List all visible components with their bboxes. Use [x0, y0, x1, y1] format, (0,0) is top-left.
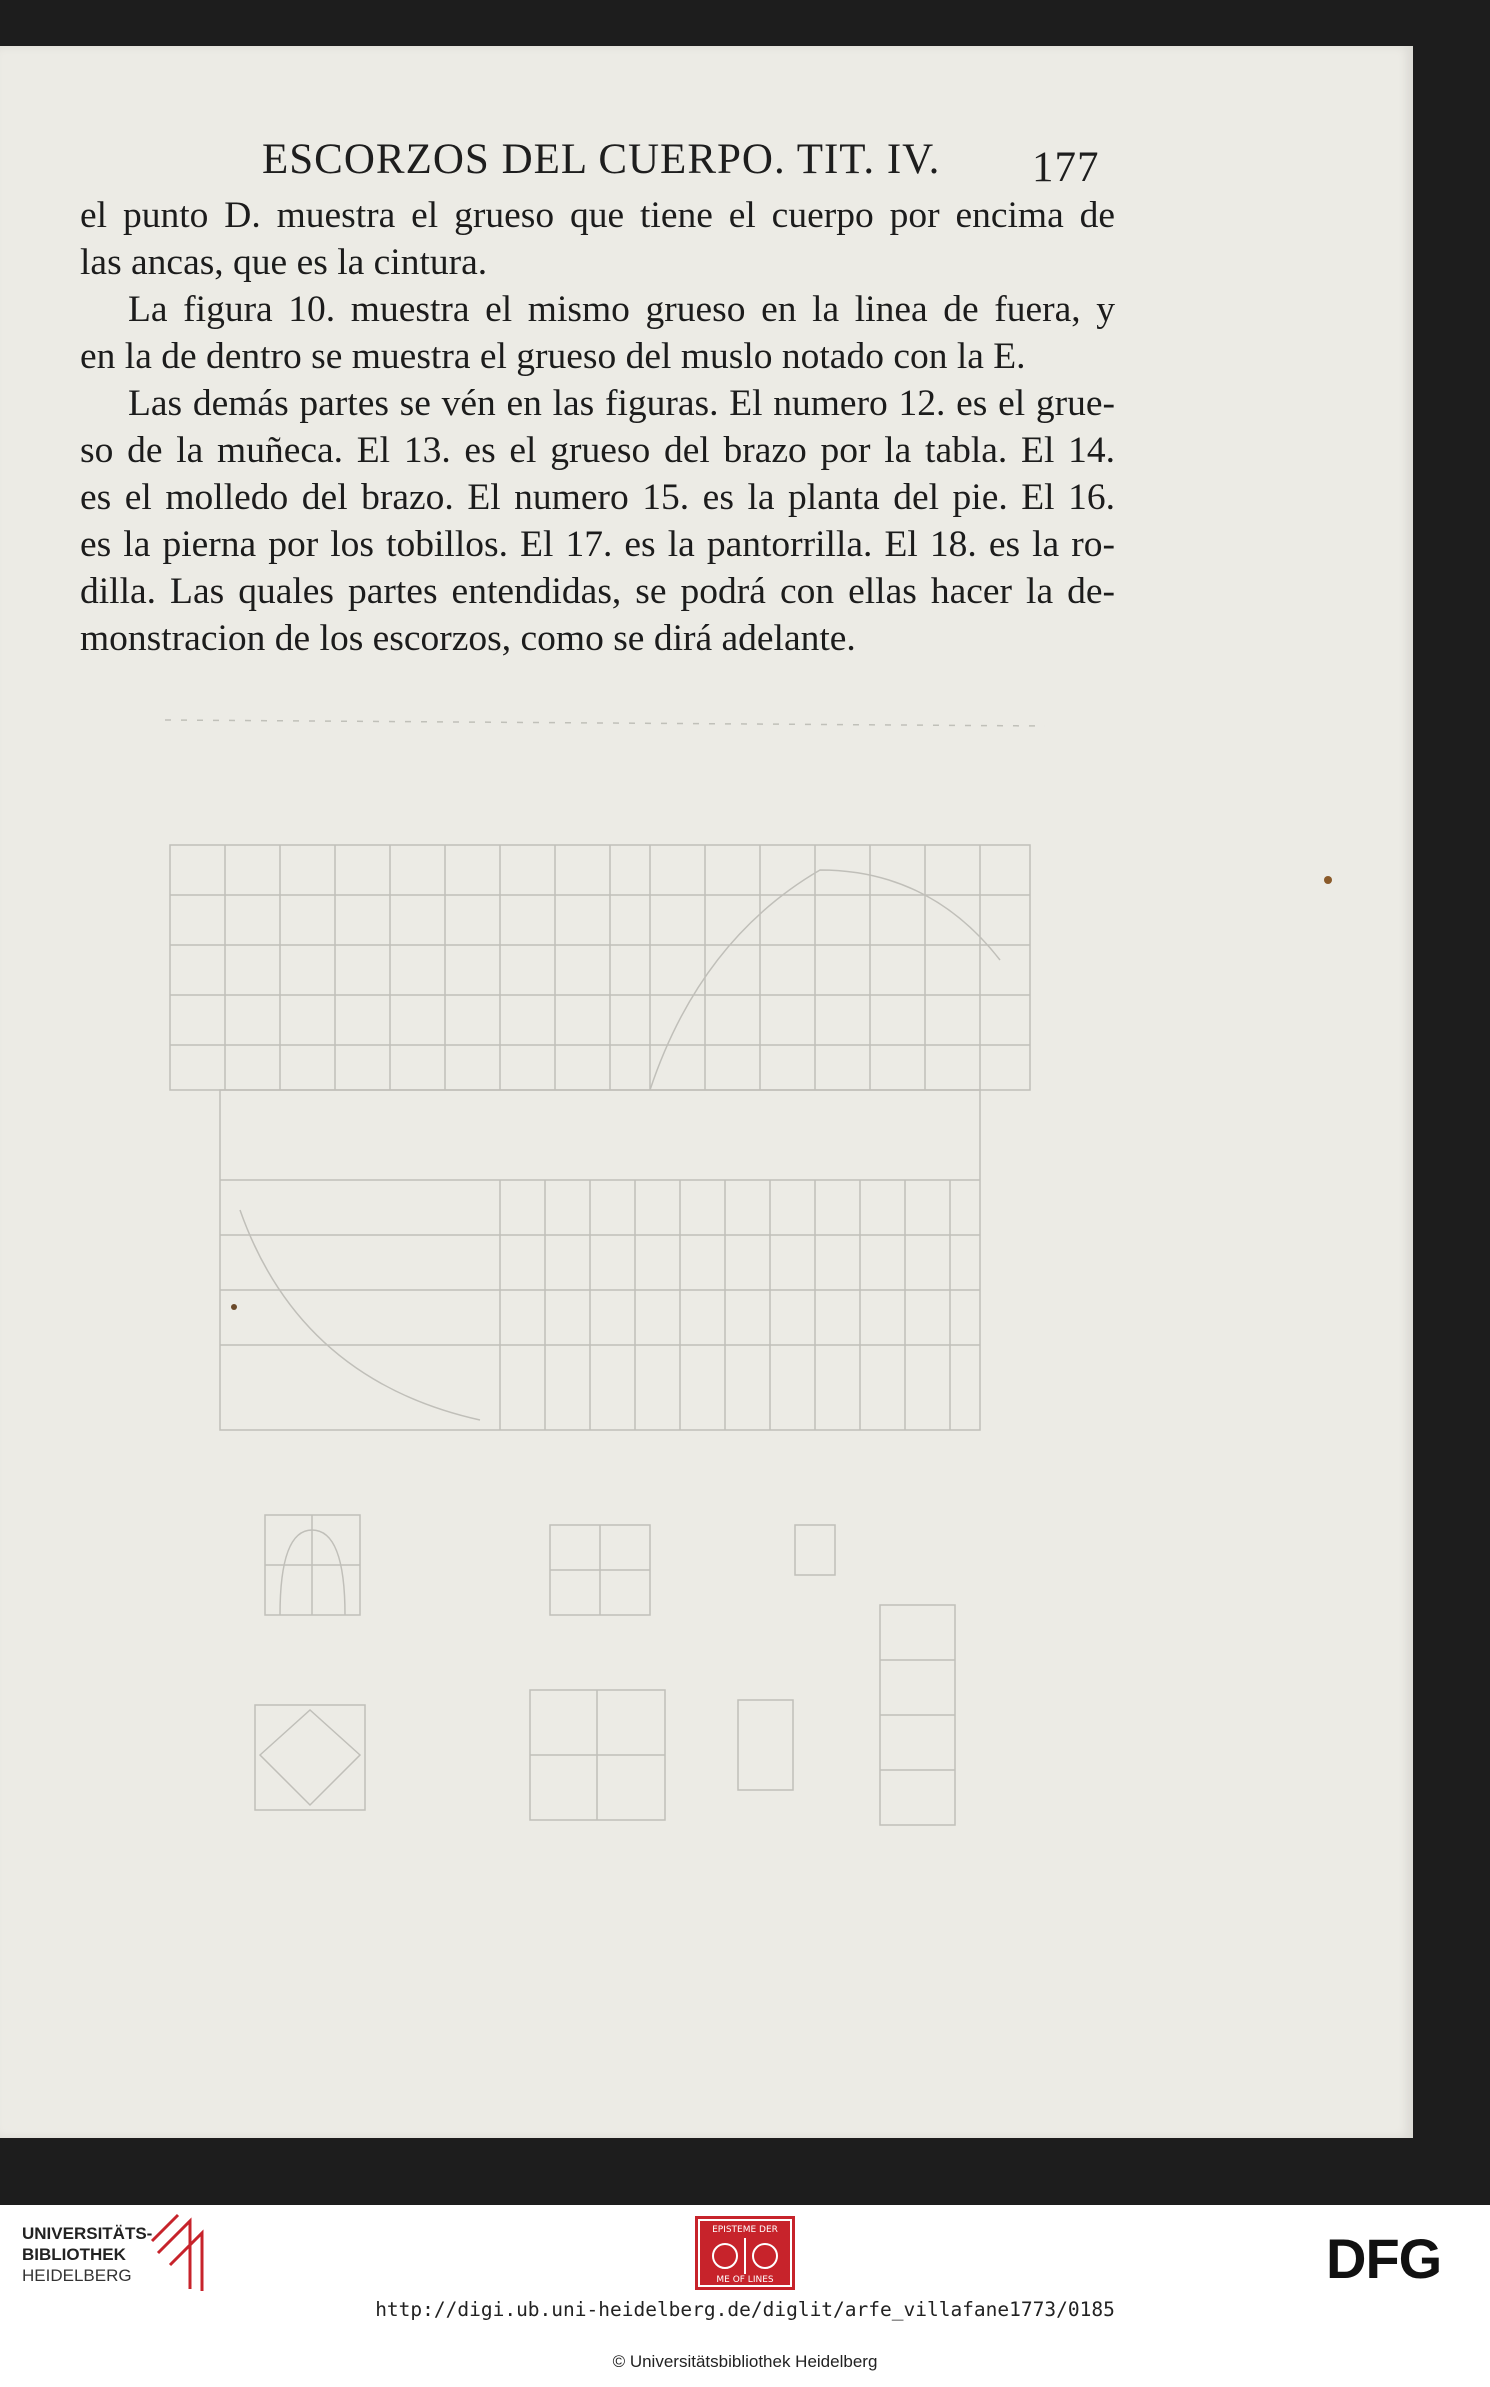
text-line: es la pierna por los tobillos. El 17. es la pantorrilla. El 18. es la ro-: [80, 524, 1115, 565]
running-head-title: ESCORZOS DEL CUERPO. TIT. IV.: [262, 136, 941, 183]
center-logo[interactable]: [695, 2216, 795, 2290]
text-line: Las demás partes se vén en las figuras. El numero 12. es el grue-: [128, 383, 1115, 424]
text-line: en la de dentro se muestra el grueso del muslo notado con la E.: [80, 336, 1026, 377]
center-logo-top-text: EPISTEME DER: [712, 2225, 778, 2235]
library-name-line1: UNIVERSITÄTS-: [22, 2224, 153, 2243]
text-line: dilla. Las quales partes entendidas, se podrá con ellas hacer la de-: [80, 571, 1115, 612]
upper-figure-curve: [650, 870, 1000, 1090]
text-line: el punto D. muestra el grueso que tiene el cuerpo por encima de: [80, 195, 1115, 236]
copyright-notice: © Universitätsbibliothek Heidelberg: [612, 2352, 878, 2371]
small-figure-17: [738, 1700, 793, 1790]
text-line: La figura 10. muestra el mismo grueso en la linea de fuera, y: [128, 289, 1115, 330]
library-name-line3: HEIDELBERG: [22, 2266, 132, 2285]
library-logo-icon: [150, 2213, 210, 2295]
permalink-url[interactable]: http://digi.ub.uni-heidelberg.de/diglit/arfe_villafane1773/0185: [375, 2298, 1115, 2321]
dfg-logo[interactable]: DFG: [1326, 2227, 1442, 2290]
text-line: so de la muñeca. El 13. es el grueso del brazo por la tabla. El 14.: [80, 430, 1115, 471]
upper-grid-lines: [170, 845, 1030, 1090]
page-number: 177: [1032, 144, 1100, 191]
faint-rule: [165, 720, 1045, 726]
library-name-line2: BIBLIOTHEK: [22, 2245, 126, 2264]
text-line: monstracion de los escorzos, como se dirá adelante.: [80, 618, 856, 659]
lower-figure-curve: [240, 1210, 480, 1420]
upper-grid-frame: [170, 845, 1030, 1090]
text-line: las ancas, que es la cintura.: [80, 242, 488, 283]
text-line: es el molledo del brazo. El numero 15. es la planta del pie. El 16.: [80, 477, 1115, 518]
paper-stain: [231, 1304, 237, 1310]
center-logo-bottom-text: ME OF LINES: [716, 2275, 774, 2285]
paper-stain: [1324, 876, 1332, 884]
library-logo[interactable]: [22, 2223, 152, 2286]
lower-grid-frame: [220, 1090, 980, 1430]
center-logo-icon: [695, 2216, 795, 2290]
small-figure-14: [795, 1525, 835, 1575]
small-figure-15: [255, 1705, 365, 1810]
lower-grid-lines: [220, 1180, 980, 1430]
